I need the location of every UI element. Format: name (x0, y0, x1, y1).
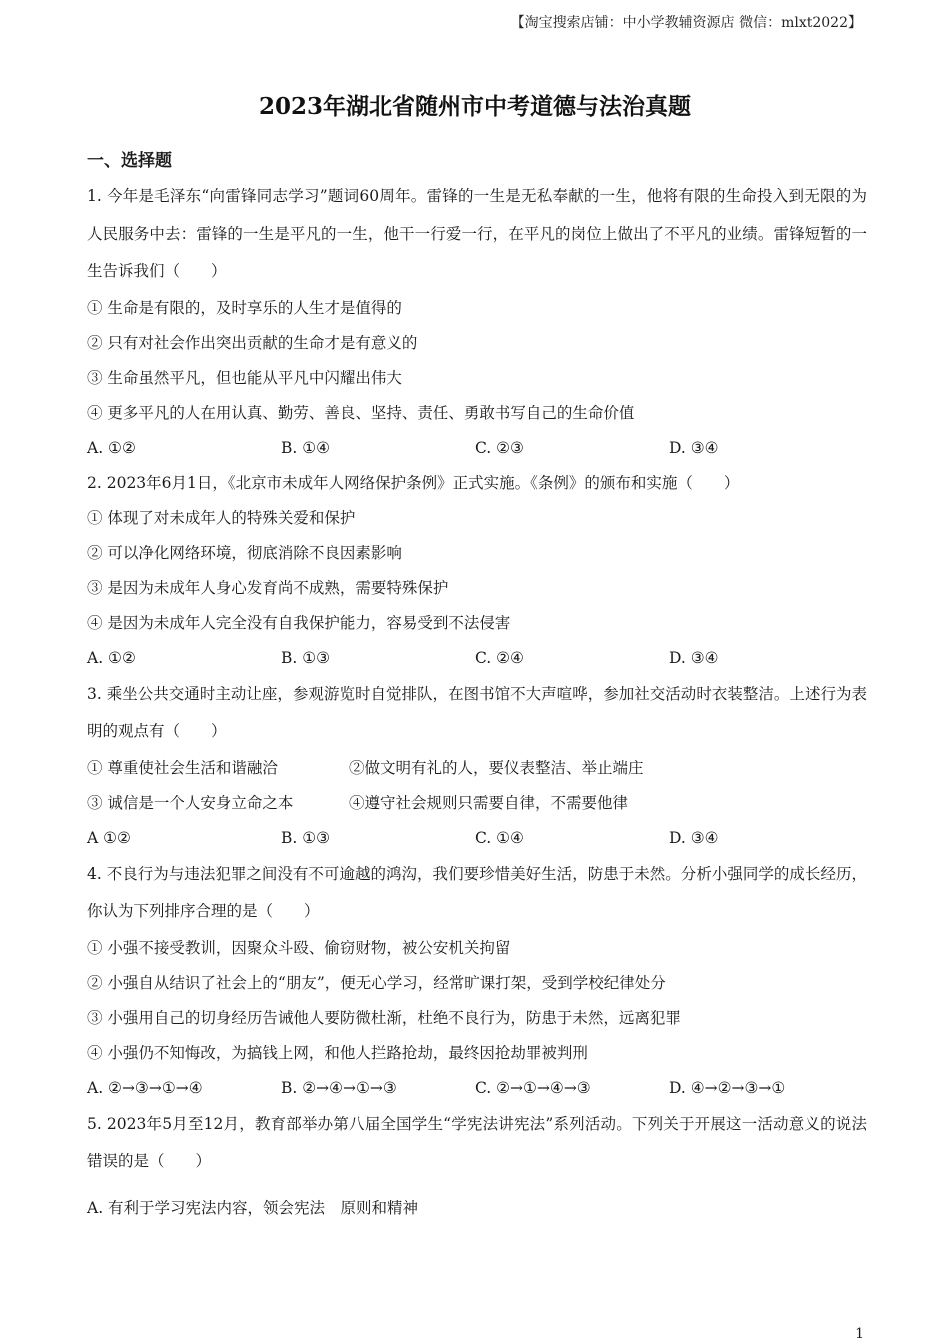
question-3-item: ① 尊重使社会生活和谐融洽 (87, 758, 278, 777)
option-d: D. ③④ (669, 438, 719, 457)
option-a: A ①② (87, 828, 131, 847)
question-1-options (87, 431, 867, 466)
option-a: A. ①② (87, 648, 136, 667)
option-b: B. ②→④→①→③ (281, 1078, 397, 1097)
question-3-items-row (87, 751, 867, 786)
question-4-stem: 4. 不良行为与违法犯罪之间没有不可逾越的鸿沟，我们要珍惜美好生活，防患于未然。分析小强同学的成长经历，你认为下列排序合理的是（ ） (87, 864, 867, 920)
option-b: B. ①④ (281, 438, 331, 457)
questions (87, 178, 867, 1226)
question-2-item: ③ 是因为未成年人身心发育尚不成熟，需要特殊保护 (87, 578, 449, 597)
header-note: 【淘宝搜索店铺：中小学教辅资源店 微信：mlxt2022】 (510, 15, 862, 31)
question-4-item: ① 小强不接受教训，因聚众斗殴、偷窃财物，被公安机关拘留 (87, 938, 511, 957)
option-b: B. ①③ (281, 828, 331, 847)
question-1-item: ③ 生命虽然平凡，但也能从平凡中闪耀出伟大 (87, 368, 402, 387)
question-3-item: ③ 诚信是一个人安身立命之本 (87, 793, 294, 812)
page-title: 2023年湖北省随州市中考道德与法治真题 (258, 93, 691, 120)
question-3-item: ②做文明有礼的人，要仪表整洁、举止端庄 (349, 758, 644, 777)
option-b: B. ①③ (281, 648, 331, 667)
question-3-stem: 3. 乘坐公共交通时主动让座，参观游览时自觉排队，在图书馆不大声喧哗，参加社交活动时衣装整洁。上述行为表明的观点有（ ） (87, 684, 867, 740)
page-number: 1 (855, 1326, 864, 1342)
question-4-item: ② 小强自从结识了社会上的“朋友”，便无心学习，经常旷课打架，受到学校纪律处分 (87, 973, 666, 992)
question-2-options (87, 641, 867, 676)
question-5-stem: 5. 2023年5月至12月，教育部举办第八届全国学生“学宪法讲宪法”系列活动。下列关于开展这一活动意义的说法错误的是（ ） (87, 1114, 867, 1170)
option-c: C. ②④ (475, 648, 524, 667)
option-a: A. ②→③→①→④ (87, 1078, 203, 1097)
question-3-items-row (87, 786, 867, 821)
question-4-item: ④ 小强仍不知悔改，为搞钱上网，和他人拦路抢劫，最终因抢劫罪被判刑 (87, 1043, 588, 1062)
option-c: C. ②→①→④→③ (475, 1078, 591, 1097)
question-2-item: ① 体现了对未成年人的特殊关爱和保护 (87, 508, 356, 527)
question-4-item: ③ 小强用自己的切身经历告诫他人要防微杜渐，杜绝不良行为，防患于未然，远离犯罪 (87, 1008, 681, 1027)
option-c: C. ①④ (475, 828, 524, 847)
question-1-item: ② 只有对社会作出突出贡献的生命才是有意义的 (87, 333, 418, 352)
question-2-item: ④ 是因为未成年人完全没有自我保护能力，容易受到不法侵害 (87, 613, 511, 632)
section-heading: 一、选择题 (87, 151, 172, 171)
question-3-item: ④遵守社会规则只需要自律，不需要他律 (349, 793, 629, 812)
question-1-stem: 1. 今年是毛泽东“向雷锋同志学习”题词60周年。雷锋的一生是无私奉献的一生，他将有限的生命投入到无限的为人民服务中去：雷锋的一生是平凡的一生，他干一行爱一行，在平凡的岗位上做出了不平凡的业绩。雷锋短暂的一生告诉我们（ ） (87, 187, 867, 280)
question-2-item: ② 可以净化网络环境，彻底消除不良因素影响 (87, 543, 402, 562)
question-1-item: ④ 更多平凡的人在用认真、勤劳、善良、坚持、责任、勇敢书写自己的生命价值 (87, 403, 635, 422)
option-a: A. ①② (87, 438, 136, 457)
question-2-stem: 2. 2023年6月1日，《北京市未成年人网络保护条例》正式实施。《条例》的颁布和实施（ ） (87, 473, 740, 492)
option-d: D. ③④ (669, 648, 719, 667)
question-3-options (87, 821, 867, 856)
question-5-option-a: A. 有利于学习宪法内容，领会宪法 原则和精神 (87, 1198, 419, 1217)
question-4-options (87, 1071, 867, 1106)
option-c: C. ②③ (475, 438, 524, 457)
option-d: D. ③④ (669, 828, 719, 847)
question-1-item: ① 生命是有限的，及时享乐的人生才是值得的 (87, 298, 402, 317)
option-d: D. ④→②→③→① (669, 1078, 786, 1097)
